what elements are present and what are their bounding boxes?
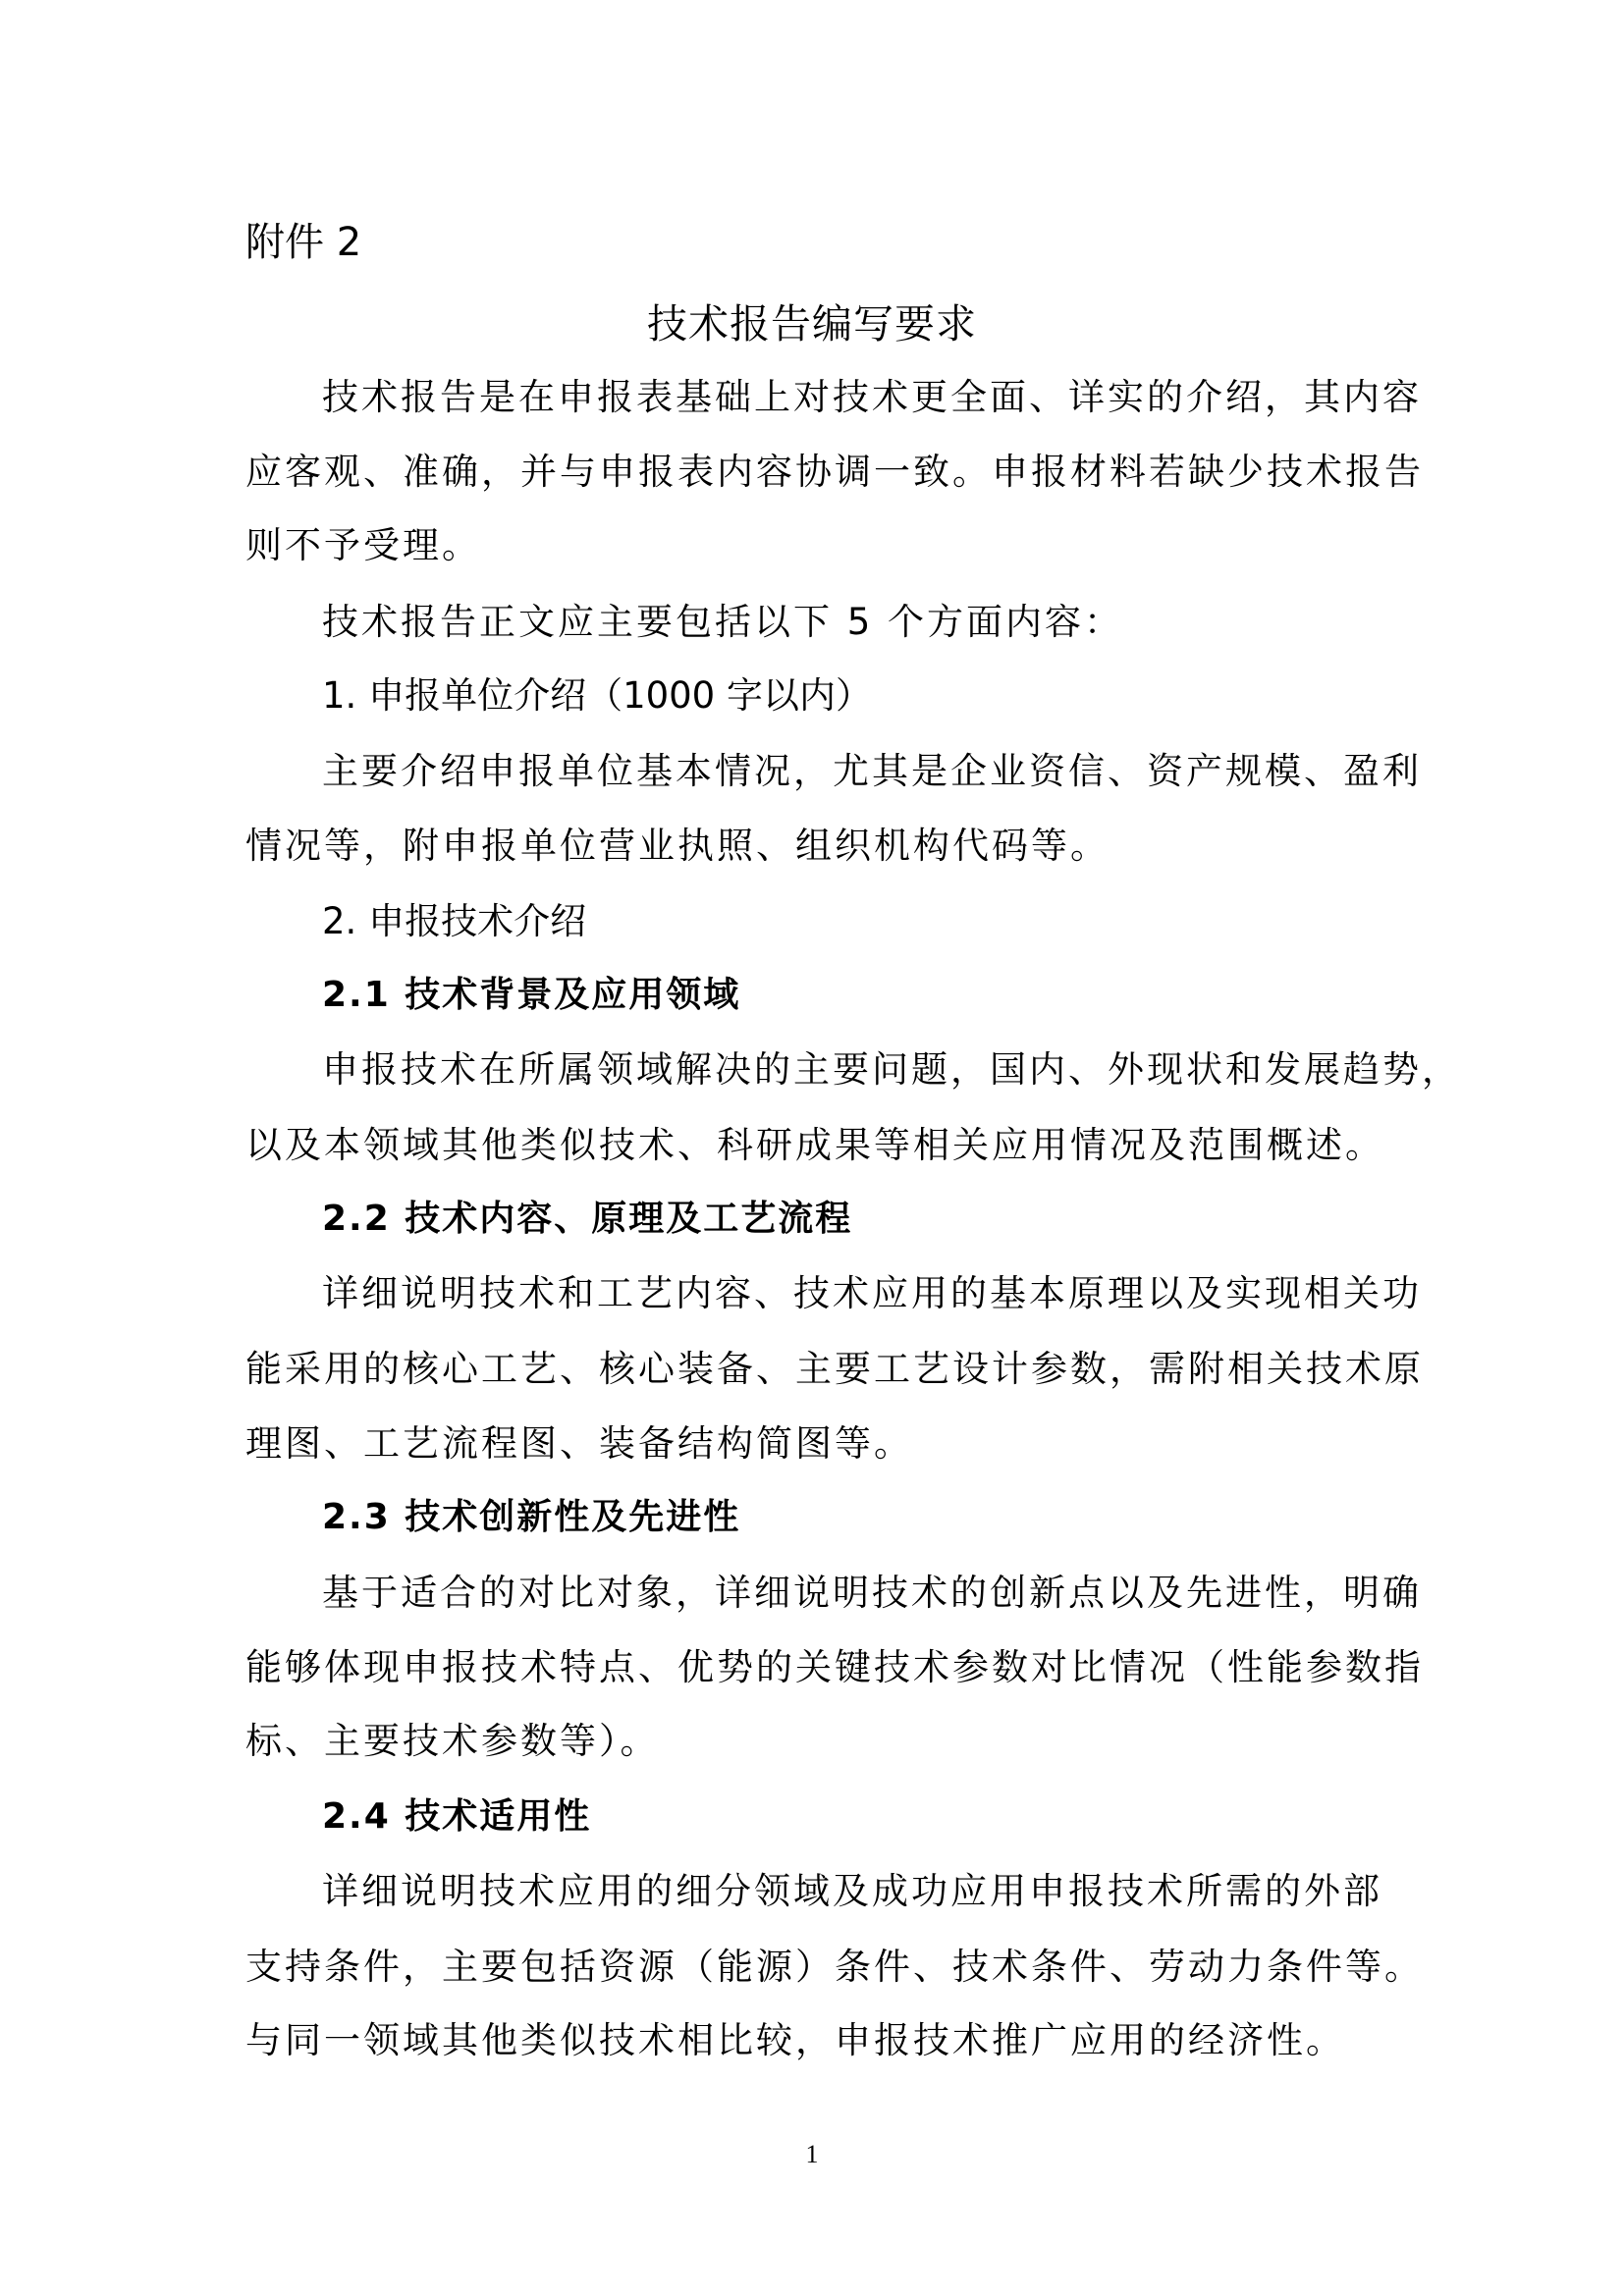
section-2-3-line-3: 标、主要技术参数等）。 bbox=[245, 1720, 660, 1762]
heading-2: 2. 申报技术介绍 bbox=[322, 900, 587, 942]
intro-paragraph-line-1: 技术报告是在申报表基础上对技术更全面、详实的介绍，其内容 bbox=[322, 376, 1422, 418]
heading-2-3: 2.3 技术创新性及先进性 bbox=[322, 1497, 741, 1537]
heading-2-4: 2.4 技术适用性 bbox=[322, 1796, 592, 1837]
page-number: 1 bbox=[805, 2140, 819, 2168]
intro-paragraph-line-3: 则不予受理。 bbox=[245, 524, 481, 566]
section-2-2-line-1: 详细说明技术和工艺内容、技术应用的基本原理以及实现相关功 bbox=[322, 1272, 1422, 1314]
section-2-4-line-3: 与同一领域其他类似技术相比较，申报技术推广应用的经济性。 bbox=[245, 2019, 1345, 2061]
section-2-2-line-3: 理图、工艺流程图、装备结构简图等。 bbox=[245, 1422, 913, 1465]
heading-2-2: 2.2 技术内容、原理及工艺流程 bbox=[322, 1199, 853, 1239]
section-2-2-line-2: 能采用的核心工艺、核心装备、主要工艺设计参数，需附相关技术原 bbox=[245, 1348, 1424, 1390]
section-1-line-2: 情况等，附申报单位营业执照、组织机构代码等。 bbox=[245, 825, 1110, 867]
heading-1: 1. 申报单位介绍（1000 字以内） bbox=[322, 674, 872, 717]
section-2-1-line-1: 申报技术在所属领域解决的主要问题，国内、外现状和发展趋势， bbox=[322, 1048, 1461, 1091]
section-2-3-line-1: 基于适合的对比对象，详细说明技术的创新点以及先进性，明确 bbox=[322, 1572, 1422, 1614]
outline-intro: 技术报告正文应主要包括以下 5 个方面内容： bbox=[322, 601, 1124, 643]
attachment-label: 附件 2 bbox=[245, 220, 362, 265]
section-1-line-1: 主要介绍申报单位基本情况，尤其是企业资信、资产规模、盈利 bbox=[322, 750, 1422, 792]
intro-paragraph-line-2: 应客观、准确，并与申报表内容协调一致。申报材料若缺少技术报告 bbox=[245, 451, 1424, 493]
document-title: 技术报告编写要求 bbox=[647, 300, 977, 347]
section-2-4-line-1: 详细说明技术应用的细分领域及成功应用申报技术所需的外部 bbox=[322, 1870, 1382, 1912]
heading-2-1: 2.1 技术背景及应用领域 bbox=[322, 975, 741, 1015]
section-2-4-line-2: 支持条件，主要包括资源（能源）条件、技术条件、劳动力条件等。 bbox=[245, 1946, 1424, 1988]
section-2-1-line-2: 以及本领域其他类似技术、科研成果等相关应用情况及范围概述。 bbox=[245, 1124, 1384, 1166]
section-2-3-line-2: 能够体现申报技术特点、优势的关键技术参数对比情况（性能参数指 bbox=[245, 1646, 1424, 1688]
